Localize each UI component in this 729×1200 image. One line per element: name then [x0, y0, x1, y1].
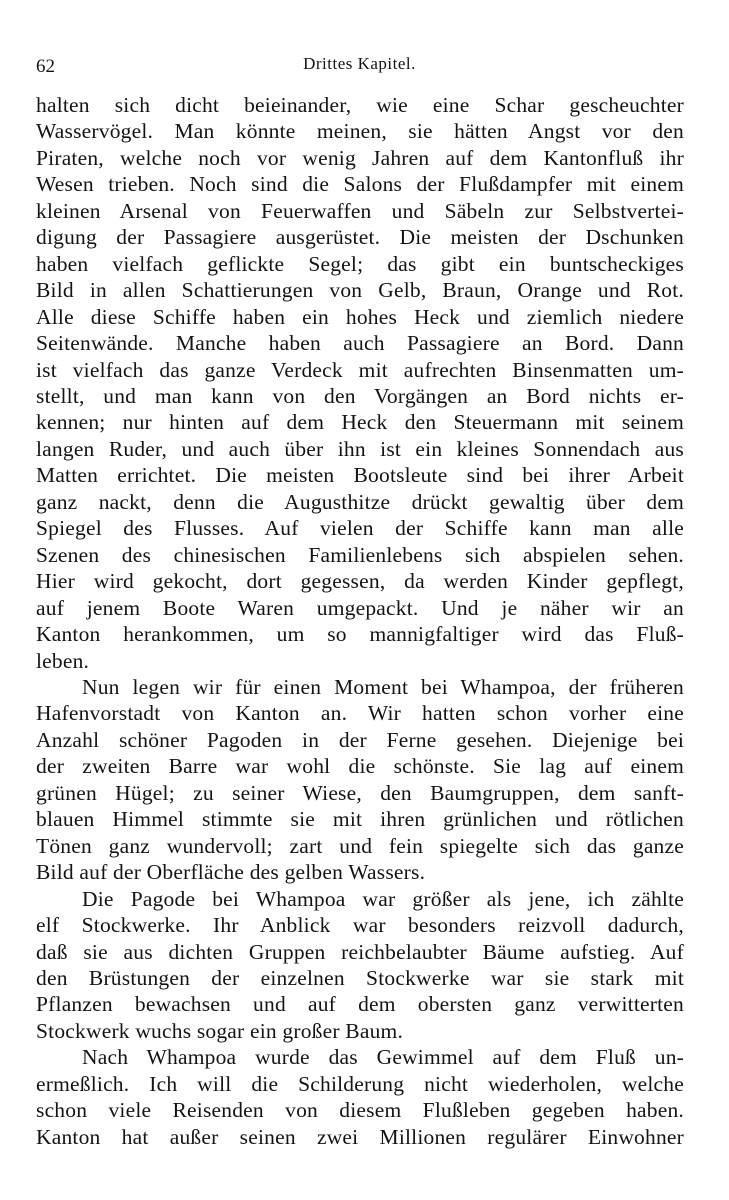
text-line: Wesen trieben. Noch sind die Salons der Flußdampfer mit einem	[36, 172, 684, 197]
paragraph-1	[36, 92, 684, 674]
text-line: Tönen ganz wundervoll; zart und fein spiegelte sich das ganze	[36, 833, 684, 858]
text-line: haben vielfach geflickte Segel; das gibt ein buntscheckiges	[36, 251, 684, 276]
text-line: blauen Himmel stimmte sie mit ihren grünlichen und rötlichen	[36, 807, 684, 832]
text-line: Matten errichtet. Die meisten Bootsleute sind bei ihrer Arbeit	[36, 463, 684, 488]
text-line: auf jenem Boote Waren umgepackt. Und je näher wir an	[36, 595, 684, 620]
text-line: Nach Whampoa wurde das Gewimmel auf dem Fluß un-	[82, 1045, 684, 1070]
text-line: Szenen des chinesischen Familienlebens sich abspielen sehen.	[36, 542, 684, 567]
text-line: grünen Hügel; zu seiner Wiese, den Baumgruppen, dem sanft-	[36, 780, 684, 805]
text-line: Hier wird gekocht, dort gegessen, da werden Kinder gepflegt,	[36, 569, 684, 594]
text-line: Stockwerk wuchs sogar ein großer Baum.	[36, 1018, 404, 1043]
text-line: Pflanzen bewachsen und auf dem obersten ganz verwitterten	[36, 992, 684, 1017]
text-line: Kanton herankommen, um so mannigfaltiger wird das Fluß-	[36, 622, 684, 647]
text-line: Bild in allen Schattierungen von Gelb, Braun, Orange und Rot.	[36, 278, 684, 303]
text-line: digung der Passagiere ausgerüstet. Die meisten der Dschunken	[36, 225, 684, 250]
text-line: ganz nackt, denn die Augusthitze drückt gewaltig über dem	[36, 489, 684, 514]
body-text	[36, 92, 684, 1150]
text-line: Kanton hat außer seinen zwei Millionen regulärer Einwohner	[36, 1124, 684, 1149]
text-line: kleinen Arsenal von Feuerwaffen und Säbeln zur Selbstvertei-	[36, 198, 684, 223]
text-line: Nun legen wir für einen Moment bei Whampoa, der früheren	[82, 674, 684, 699]
text-line: den Brüstungen der einzelnen Stockwerke war sie stark mit	[36, 965, 684, 990]
text-line: langen Ruder, und auch über ihn ist ein kleines Sonnendach aus	[36, 436, 684, 461]
text-line: halten sich dicht beieinander, wie eine Schar gescheuchter	[36, 93, 684, 117]
text-line: Hafenvorstadt von Kanton an. Wir hatten schon vorher eine	[36, 701, 684, 726]
text-line: Anzahl schöner Pagoden in der Ferne gesehen. Diejenige bei	[36, 727, 684, 752]
text-line: Spiegel des Flusses. Auf vielen der Schiffe kann man alle	[36, 516, 684, 541]
text-line: Seitenwände. Manche haben auch Passagiere an Bord. Dann	[36, 331, 684, 356]
text-line: Piraten, welche noch vor wenig Jahren auf dem Kantonfluß ihr	[36, 145, 684, 170]
page-header	[36, 54, 683, 84]
running-title: Drittes Kapitel.	[303, 54, 416, 73]
paragraph-2	[36, 674, 684, 886]
text-line: Die Pagode bei Whampoa war größer als jene, ich zählte	[82, 886, 684, 911]
text-line: Bild auf der Oberfläche des gelben Wassers.	[36, 860, 426, 885]
text-line: ermeßlich. Ich will die Schilderung nicht wiederholen, welche	[36, 1071, 684, 1096]
text-line: ist vielfach das ganze Verdeck mit aufrechten Binsenmatten um-	[36, 357, 684, 382]
text-line: leben.	[36, 648, 90, 673]
paragraph-3	[36, 886, 684, 1045]
paragraph-4	[36, 1044, 684, 1150]
text-line: schon viele Reisenden von diesem Flußleben gegeben haben.	[36, 1098, 684, 1123]
page-number: 62	[36, 56, 55, 77]
text-line: der zweiten Barre war wohl die schönste. Sie lag auf einem	[36, 754, 684, 779]
text-line: Alle diese Schiffe haben ein hohes Heck und ziemlich niedere	[36, 304, 684, 329]
text-line: stellt, und man kann von den Vorgängen an Bord nichts er-	[36, 383, 684, 408]
text-line: elf Stockwerke. Ihr Anblick war besonders reizvoll dadurch,	[36, 913, 684, 938]
text-line: Wasservögel. Man könnte meinen, sie hätten Angst vor den	[36, 119, 684, 144]
text-line: kennen; nur hinten auf dem Heck den Steuermann mit seinem	[36, 410, 684, 435]
text-line: daß sie aus dichten Gruppen reichbelaubter Bäume aufstieg. Auf	[36, 939, 684, 964]
